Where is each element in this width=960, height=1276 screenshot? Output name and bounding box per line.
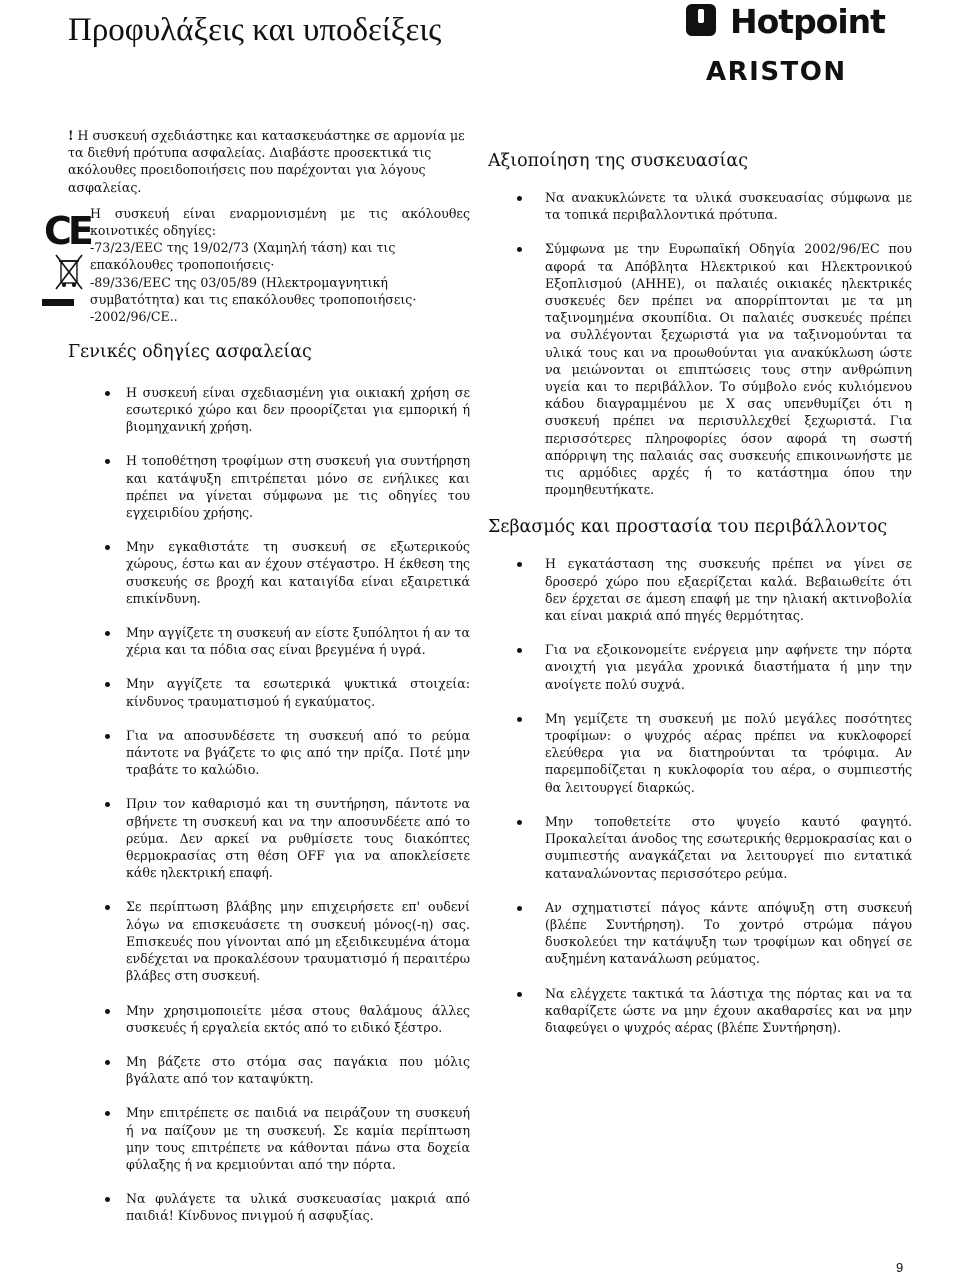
list-item: Να ανακυκλώνετε τα υλικά συσκευασίας σύμφωνα με τα τοπικά περιβαλλοντικά πρότυπα.: [488, 189, 912, 223]
list-item: Μην αγγίζετε τα εσωτερικά ψυκτικά στοιχεία: κίνδυνος τραυματισμού ή εγκαύματος.: [68, 675, 470, 709]
cert-line: -2002/96/CE..: [90, 309, 178, 325]
cert-line: συμβατότητα) και τις επακόλουθες τροποποιήσεις·: [90, 291, 417, 307]
page-number: 9: [896, 1260, 904, 1275]
general-safety-heading: Γενικές οδηγίες ασφαλείας: [68, 341, 312, 362]
weee-bar-icon: [42, 299, 74, 306]
list-item: Σε περίπτωση βλάβης μην επιχειρήσετε επ' ουδενί λόγω να επισκευάσετε τη συσκευή μόνος(-η) σας. Επισκευές που γίνονται από μη εξειδικευμένα άτομα ενδέχεται να προκαλέσουν τραυματισμό ή περαιτέρω βλάβες στη συσκευή.: [68, 898, 470, 984]
list-item: Μη βάζετε στο στόμα σας παγάκια που μόλις βγάλατε από τον καταψύκτη.: [68, 1053, 470, 1087]
environment-list: [488, 555, 912, 1036]
cert-line: -89/336/EEC της 03/05/89 (Ηλεκτρομαγνητική: [90, 274, 388, 290]
page-title: Προφυλάξεις και υποδείξεις: [68, 12, 442, 48]
certification-block: [44, 205, 470, 325]
general-safety-list: [68, 384, 470, 1225]
svg-text:Hotpoint: Hotpoint: [730, 2, 885, 40]
cert-text: [90, 205, 470, 325]
logo-wordmark-ariston: [706, 54, 876, 86]
packaging-heading: Αξιοποίηση της συσκευασίας: [488, 151, 748, 171]
list-item: Μην αγγίζετε τη συσκευή αν είστε ξυπόλητοι ή αν τα χέρια και τα πόδια σας είναι βρεγμένα ή υγρά.: [68, 624, 470, 658]
logo-mark: [686, 0, 716, 36]
cert-icons: [44, 208, 94, 306]
packaging-list: [488, 189, 912, 498]
intro-warning: [68, 127, 470, 196]
environment-heading: Σεβασμός και προστασία του περιβάλλοντος: [488, 517, 888, 538]
cert-line: -73/23/EEC της 19/02/73 (Χαμηλή τάση) και τις: [90, 240, 396, 256]
cert-line: επακόλουθες τροποποιήσεις·: [90, 257, 275, 273]
svg-text:ARISTON: ARISTON: [706, 57, 847, 86]
list-item: Αν σχηματιστεί πάγος κάντε απόψυξη στη συσκευή (βλέπε Συντήρηση). Το χοντρό στρώμα πάγου δυσκολεύει την κατάψυξη των τροφίμων και οδηγεί σε αυξημένη κατανάλωση ρεύματος.: [488, 899, 912, 968]
list-item: Η συσκευή είναι σχεδιασμένη για οικιακή χρήση σε εσωτερικό χώρο και δεν προορίζεται για εμπορική ή βιομηχανική χρήση.: [68, 384, 470, 436]
right-column: [488, 150, 912, 1053]
warning-mark: !: [68, 128, 74, 143]
list-item: Μην εγκαθιστάτε τη συσκευή σε εξωτερικούς χώρους, έστω και αν έχουν στέγαστρο. Η έκθεση της συσκευής σε βροχή και καταιγίδα είναι εξαιρετικά επικίνδυνη.: [68, 538, 470, 607]
list-item: Για να εξοικονομείτε ενέργεια μην αφήνετε την πόρτα ανοιχτή για μεγάλα χρονικά διαστήματα ή μην την ανοίγετε πολύ συχνά.: [488, 641, 912, 693]
list-item: Σύμφωνα με την Ευρωπαϊκή Οδηγία 2002/96/EC που αφορά τα Απόβλητα Ηλεκτρικού και Ηλεκτρονικού Εξοπλισμού (ΑΗΗΕ), οι παλαιές οικιακές ηλεκτρικές συσκευές δεν πρέπει να απορρίπτονται με τα μη ταξινομημένα σκουπίδια. Οι παλαιές συσκευές πρέπει να συλλέγονται ξεχωριστά για να ταξινομούνται τα υλικά τους και να προωθούνται για ανακύκλωση ώστε να μειώνονται οι επιπτώσεις τους στην ανθρώπινη υγεία και το περιβάλλον. Το σύμβολο ενός κυλιόμενου κάδου διαγραμμένου με Χ σας υπενθυμίζει ότι η συσκευή πρέπει να περισυλλεχθεί ξεχωριστά. Για περισσότερες πληροφορίες όσον αφορά τη σωστή απόρριψη της παλαιάς σας συσκευής επικοινωνήστε με τις αρμόδιες αρχές ή το κατάστημα όπου την προμηθευτήκατε.: [488, 240, 912, 498]
list-item: Μην τοποθετείτε στο ψυγείο καυτό φαγητό. Προκαλείται άνοδος της εσωτερικής θερμοκρασίας και ο συμπιεστής αναγκάζεται να λειτουργεί πιο εντατικά καταναλώνοντας περισσότερο ρεύμα.: [488, 813, 912, 882]
cert-line: Η συσκευή είναι εναρμονισμένη με τις ακόλουθες: [90, 205, 470, 221]
left-column: [44, 127, 470, 1242]
list-item: Η εγκατάσταση της συσκευής πρέπει να γίνει σε δροσερό χώρο που εξαερίζεται καλά. Βεβαιωθείτε ότι δεν έρχεται σε άμεση επαφή με την ηλιακή ακτινοβολία και είναι μακριά από πηγές θερμότητας.: [488, 555, 912, 624]
logo-wordmark-hotpoint: [730, 0, 900, 40]
list-item: Πριν τον καθαρισμό και τη συντήρηση, πάντοτε να σβήνετε τη συσκευή και να την αποσυνδέετε από το ρεύμα. Δεν αρκεί να ρυθμίσετε τους διακόπτες θερμοκρασίας στη θέση OFF για να αποκλείσετε κάθε ηλεκτρική επαφή.: [68, 795, 470, 881]
list-item: Η τοποθέτηση τροφίμων στη συσκευή για συντήρηση και κατάψυξη επιτρέπεται μόνο σε ενήλικες και πρέπει να γίνεται σύμφωνα με τις οδηγίες του εγχειριδίου χρήσης.: [68, 452, 470, 521]
intro-text: Η συσκευή σχεδιάστηκε και κατασκευάστηκε σε αρμονία με τα διεθνή πρότυπα ασφαλείας. Διαβάστε προσεκτικά τις ακόλουθες προειδοποιήσεις που παρέχονται για λόγους ασφαλείας.: [68, 128, 465, 195]
brand-logo: [686, 0, 896, 84]
crossed-bin-icon: [52, 253, 86, 293]
list-item: Για να αποσυνδέσετε τη συσκευή από το ρεύμα πάντοτε να βγάζετε το φις από την πρίζα. Ποτέ μην τραβάτε το καλώδιο.: [68, 727, 470, 779]
list-item: Να ελέγχετε τακτικά τα λάστιχα της πόρτας και να τα καθαρίζετε ώστε να μην έχουν ακαθαρσίες και να μην διαφεύγει ο ψυχρός αέρας (βλέπε Συντήρηση).: [488, 985, 912, 1037]
cert-line: κοινοτικές οδηγίες:: [90, 223, 216, 239]
list-item: Μην επιτρέπετε σε παιδιά να πειράζουν τη συσκευή ή να παίζουν με τη συσκευή. Σε καμία περίπτωση μην τους επιτρέπετε να κάθονται πάνω στα δοχεία φύλαξης ή να κρεμιούνται από την πόρτα.: [68, 1104, 470, 1173]
list-item: Μη γεμίζετε τη συσκευή με πολύ μεγάλες ποσότητες τροφίμων: ο ψυχρός αέρας πρέπει να κυκλοφορεί ελεύθερα για να διατηρούνται τα τρόφιμα. Αν παρεμποδίζεται η κυκλοφορία του αέρα, ο συμπιεστής θα λειτουργεί διαρκώς.: [488, 710, 912, 796]
list-item: Μην χρησιμοποιείτε μέσα στους θαλάμους άλλες συσκευές ή εργαλεία εκτός από το ειδικό ξέστρο.: [68, 1002, 470, 1036]
list-item: Να φυλάγετε τα υλικά συσκευασίας μακριά από παιδιά! Κίνδυνος πνιγμού ή ασφυξίας.: [68, 1190, 470, 1224]
ce-mark-icon: CE: [44, 208, 90, 253]
